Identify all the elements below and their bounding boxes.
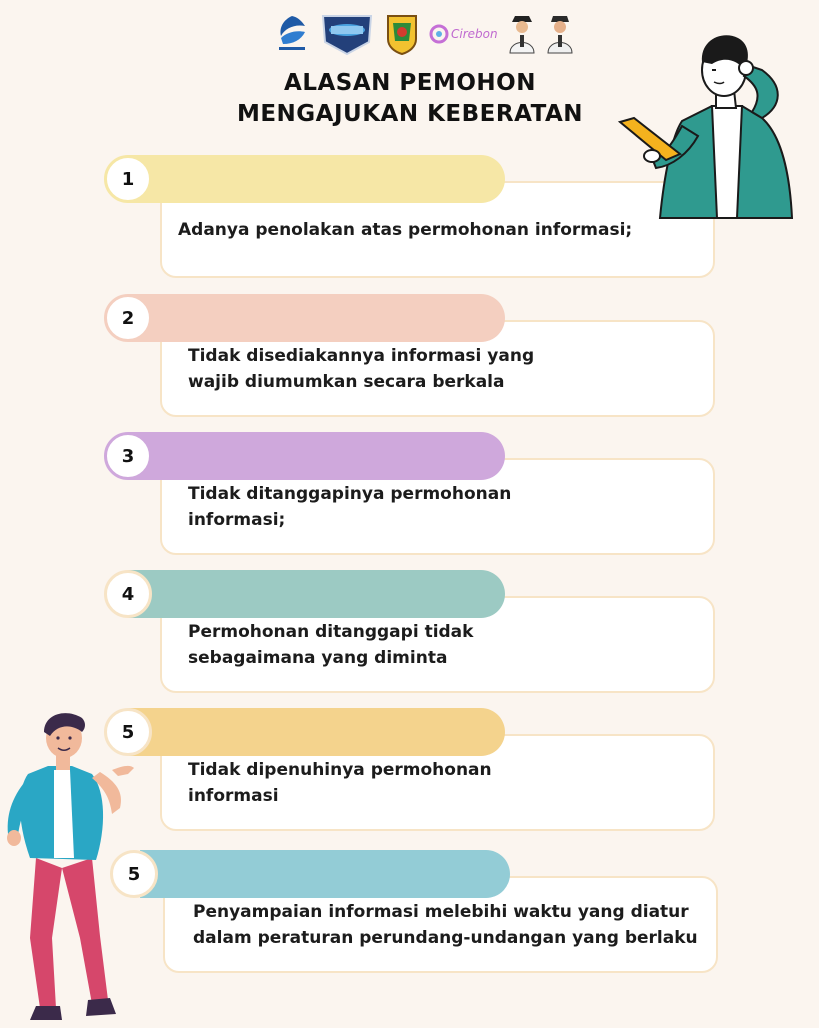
reason-text: Permohonan ditanggapi tidak sebagaimana yang diminta — [188, 621, 474, 668]
humas-logo — [319, 12, 375, 56]
reason-text: Penyampaian informasi melebihi waktu yang diatur dalam peraturan perundang-undangan yang berlaku — [193, 901, 698, 948]
number-bar — [140, 850, 510, 898]
number-bar — [128, 155, 505, 203]
number-badge: 5 — [104, 708, 152, 756]
cirebon-logo — [429, 24, 498, 44]
man-presenting-illustration — [0, 708, 140, 1028]
title-line-2: MENGAJUKAN KEBERATAN — [236, 101, 584, 127]
official-portrait-2 — [546, 13, 574, 55]
number-badge: 5 — [110, 850, 158, 898]
reason-text: Tidak disediakannya informasi yang wajib diumumkan secara berkala — [188, 345, 535, 392]
man-with-tablet-illustration — [612, 26, 817, 225]
number-bar — [128, 570, 505, 618]
number-bar — [128, 708, 505, 756]
regency-shield-logo — [385, 13, 419, 55]
official-portrait-1 — [508, 13, 536, 55]
kominfo-logo — [275, 14, 309, 54]
cirebon-logo-text: Cirebon — [451, 27, 498, 41]
reason-text: Tidak ditanggapinya permohonan informasi; — [188, 483, 512, 530]
page-title — [200, 68, 620, 130]
number-badge: 3 — [104, 432, 152, 480]
number-bar — [128, 294, 505, 342]
reason-item-3 — [0, 432, 819, 562]
number-bar — [128, 432, 505, 480]
reason-item-4 — [0, 570, 819, 700]
number-badge: 1 — [104, 155, 152, 203]
reason-text: Adanya penolakan atas permohonan informasi; — [178, 219, 633, 240]
number-badge: 4 — [104, 570, 152, 618]
reason-item-2 — [0, 294, 819, 424]
reason-text: Tidak dipenuhinya permohonan informasi — [188, 759, 492, 806]
number-badge: 2 — [104, 294, 152, 342]
title-line-1: ALASAN PEMOHON — [284, 70, 536, 96]
logo-row — [275, 10, 575, 58]
